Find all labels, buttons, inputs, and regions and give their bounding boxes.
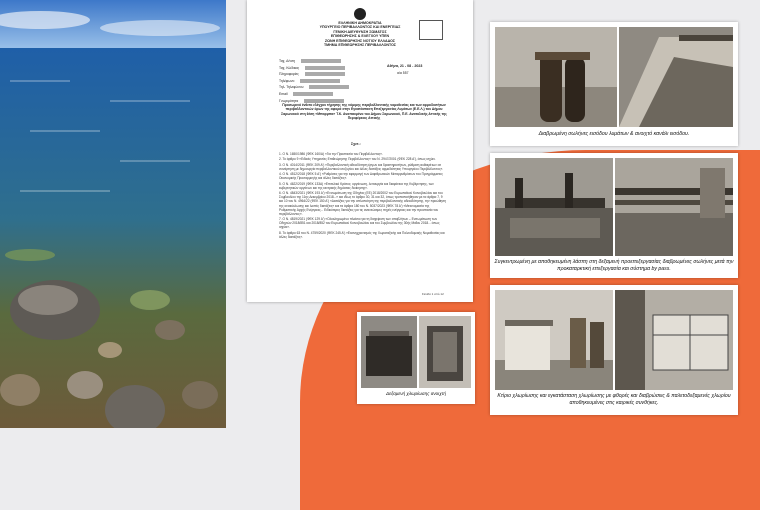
- photo-card-chlorination-tank: [357, 312, 475, 404]
- caption-chlorination: Κτίριο χλωρίωσης και εγκατάσταση χλωρίωσης με φθορές και διαβρώσεις & παλετοδεξαμενές χλωρίου αποθηκευμένες στις καιρικές συνθήκες.: [497, 393, 731, 406]
- header-line: ΓΕΝΙΚΗ ΔΙΕΥΘΥΝΣΗ ΣΩΜΑΤΟΣ: [333, 29, 387, 34]
- document-protocol: α/α 557: [397, 71, 409, 75]
- open-tank-photo-right: [419, 316, 471, 388]
- page-number: Σελίδα 1 από 12: [422, 292, 444, 296]
- references-list: [279, 152, 447, 240]
- meta-label: Ταχ. Κώδικας: [279, 65, 300, 70]
- inlet-channel-photo: [619, 27, 733, 127]
- header-line: ΕΠΙΘΕΩΡΗΣΗΣ & ΕΛΕΓΧΟΥ ΥΠΕΝ: [330, 34, 390, 39]
- chlorine-pallet-tanks-photo: [615, 290, 733, 390]
- meta-label: Email: [279, 91, 288, 96]
- photo-card-tank: [490, 153, 738, 278]
- reference-item: 1. Ο Ν. 1650/1986 (ΦΕΚ 160/Α) «Για την Προστασία του Περιβάλλοντος».: [279, 152, 383, 156]
- references-heading: Σχετ.:: [351, 142, 361, 146]
- open-tank-photo-left: [361, 316, 417, 388]
- caption-pipes: Διαβρωμένη σωλήνες εισόδου λυμάτων & ανοιχτό κανάλι εισόδου.: [538, 131, 690, 137]
- document-date: Αθήνα, 21 - 08 - 2023: [387, 64, 423, 68]
- pretreatment-tank-photo: [495, 158, 613, 256]
- meta-label: Πληροφορίες: [279, 72, 299, 77]
- meta-label: Τηλέφωνο: [279, 78, 295, 83]
- reference-item: 8. Το άρθρο 63 του Ν. 4759/2020 (ΦΕΚ 245 Α') «Εκσυγχρονισμός της Χωροταξικής και Πολεοδομικής Νομοθεσίας και άλλες διατάξεις».: [279, 230, 445, 239]
- photo-card-chlorination: [490, 285, 738, 415]
- reference-item: 7. Ο Ν. 4819/2021 (ΦΕΚ 129 Α') «Ολοκληρωμένο πλαίσιο για τη διαχείριση των αποβλήτων – Ενσωμάτωση των Οδηγιών 2018/851 και 2018/852 του Ευρωπαϊκού Κοινοβουλίου και του Συμβουλίου της 30ής Μαΐου 2018... όπως ισχύει».: [279, 217, 440, 230]
- meta-label: Ταχ. Δ/νση: [279, 59, 296, 63]
- header-line: ΥΠΟΥΡΓΕΙΟ ΠΕΡΙΒΑΛΛΟΝΤΟΣ ΚΑΙ ΕΝΕΡΓΕΙΑΣ: [319, 25, 401, 30]
- reference-item: 6. Ο Ν. 4843/2021 (ΦΕΚ 193 Α') «Ενσωμάτωση της Οδηγίας (ΕΕ) 2018/2002 του Ευρωπαϊκού Κοινοβουλίου και του Συμβουλίου της 11ης Δεκεμβρίου 2018...» και ιδίως το άρθρο 30, 31 και 32, όπως τροποποιήθηκαν με τα άρθρα 7, 9 και 10 του Ν. 4964/22 (ΦΕΚ 150 Α') «Διατάξεις για την απλοποίηση της περιβαλλοντικής αδειοδότησης, την προώθηση της ανακύκλωσης και λοιπές διατάξεις» και τα άρθρα 180 του Ν. 5037/2023 (ΦΕΚ 78 Α') «Μετονομασία της Ρυθμιστικής Αρχής Ενέργειας... Ειδικότερες διατάξεις για τις ανανεώσιμες πηγές ενέργειας και την προστασία του περιβάλλοντος».: [279, 191, 447, 216]
- reference-item: 3. Ο Ν. 4014/2011 (ΦΕΚ 209 Α') «Περιβαλλοντική αδειοδότηση έργων και δραστηριοτήτων, ρύθμιση αυθαιρέτων σε συνάρτηση με δημιουργία περιβαλλοντικού ισοζυγίου και άλλες διατάξεις αρμοδιότητας Υπουργείου Περιβάλλοντος».: [279, 162, 444, 171]
- meta-label: Τηλ. Τηλεφώνου: [279, 85, 304, 90]
- meta-label: Γνωριμότητα: [279, 98, 299, 103]
- document-meta: [279, 58, 349, 104]
- inspection-document: [247, 0, 473, 302]
- document-subject: Προσωρινό ένθετο ελέγχου τήρησης της νόμιμης περιβαλλοντικής νομοθεσίας και των αρμοδιοτήτων περιβαλλοντικών όρων της αφορά στην Εγκατάσταση Επεξεργασίας Λυμάτων (Ε.Ε.Λ.) του Δήμου Σαρωνικού στη θέση «Μπαρμπα» Τ.Κ. Αναπαυμένο του Δήμου Σαρωνικού, Π.Ε. Ανατολικής Αττικής της Περιφέρειας Αττικής: [281, 103, 447, 121]
- header-line: ΤΜΗΜΑ ΕΠΙΘΕΩΡΗΣΗΣ ΠΕΡΙΒΑΛΛΟΝΤΟΣ: [323, 43, 397, 48]
- sea-photo: [0, 0, 226, 428]
- header-line: ΖΩΝΗ ΕΠΙΘΕΩΡΗΣΗΣ ΝΟΤΙΟΥ ΕΛΛΑΔΟΣ: [324, 38, 396, 43]
- caption-chlorination-tank: Δεξαμενή χλωρίωσης ανοιχτή: [386, 391, 446, 396]
- corroded-pipes-photo: [495, 27, 617, 127]
- reference-item: 2. Το άρθρο 9 «Ειδικές Υπηρεσίες Επιθεώρησης Περιβάλλοντος» του Ν. 2947/2001 (ΦΕΚ 228 Α'), όπως ισχύει.: [279, 157, 436, 162]
- reference-item: 5. Ο Ν. 4622/2019 (ΦΕΚ 133Α) «Επιτελικό Κράτος: οργάνωση, λειτουργία και διαφάνεια της Κυβέρνησης, των κυβερνητικών οργάνων και της κεντρικής δημόσιας διοίκησης».: [279, 181, 434, 190]
- photo-card-pipes: [490, 22, 738, 146]
- header-line: ΕΛΛΗΝΙΚΗ ΔΗΜΟΚΡΑΤΙΑ: [338, 21, 382, 25]
- caption-tank: Συγκεντρωμένη με αποθηκευμένη λάσπη στη δεξαμενή προεπεξεργασίας διαβρωμένες σωλήνες μετά την προκαταρκτική επεξεργασία και σύστημα by pass.: [494, 259, 734, 272]
- reference-item: 4. Ο Ν. 4512/2018 (ΦΕΚ 5 Α') «Ρυθμίσεις για την εφαρμογή των Διαρθρωτικών Μεταρρυθμίσεων του Προγράμματος Οικονομικής Προσαρμογής και άλλες διατάξεις».: [279, 172, 443, 181]
- greek-crest-icon: [354, 8, 366, 20]
- chlorination-building-photo: [495, 290, 613, 390]
- bypass-pipes-photo: [615, 158, 733, 256]
- inspectorate-logo-icon: [419, 20, 443, 40]
